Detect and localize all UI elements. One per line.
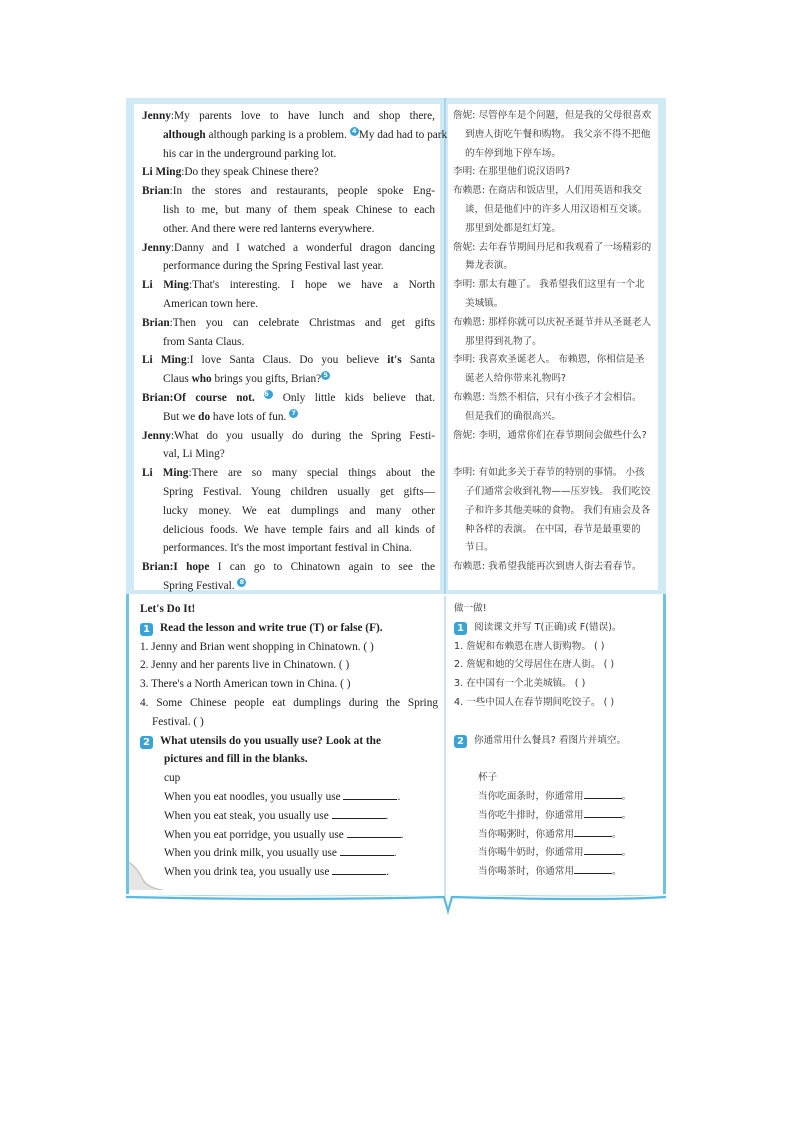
dialogue-line: 李明: 我喜欢圣诞老人。 布赖恩，你相信是圣 — [453, 354, 645, 366]
dialogue-line: But we do have lots of fun. 7 — [142, 408, 435, 427]
speaker-name: Brian — [142, 391, 170, 404]
dialogue-line: val, Li Ming? — [163, 448, 225, 461]
book-bottom-edge — [126, 895, 666, 915]
task-number-badge: 1 — [454, 622, 467, 635]
answer-blank[interactable] — [347, 828, 401, 838]
english-dialogue — [142, 107, 448, 596]
fill-blank-item: 当你喝粥时，你通常用 。 — [478, 828, 622, 840]
dialogue-line: 詹妮: 尽管停车是个问题，但是我的父母很喜欢 — [453, 110, 652, 121]
exercise-item: 1. 詹妮和布赖恩在唐人街购物。 ( ) — [454, 640, 605, 652]
speaker-name: Li Ming — [142, 279, 189, 292]
speaker-name: Jenny — [142, 241, 171, 254]
fill-blank-item: When you eat steak, you usually use . — [164, 809, 389, 822]
speaker-name: Li Ming — [142, 467, 189, 480]
dialogue-line: 种各样的表演。 在中国，春节是最重要的 — [465, 523, 641, 535]
dialogue-line: Jenny:What do you usually do during the Spring Festi- — [142, 429, 435, 442]
dialogue-line: 布赖恩: 那样你就可以庆祝圣诞节并从圣诞老人 — [453, 316, 652, 328]
answer-blank[interactable] — [574, 864, 612, 874]
spacer — [454, 750, 658, 769]
dialogue-line: 那里到处都是红灯笼。 — [465, 222, 561, 234]
dialogue-line: Li Ming:That's interesting. I hope we have a North — [142, 279, 435, 292]
dialogue-line: Li Ming:I love Santa Claus. Do you believe it's Santa — [142, 354, 435, 367]
speaker-name: Brian — [142, 561, 170, 574]
dialogue-line: from Santa Claus. — [163, 335, 245, 348]
answer-blank[interactable] — [584, 789, 622, 799]
exercise-item: 4. 一些中国人在春节期间吃饺子。 ( ) — [454, 696, 615, 708]
dialogue-line: lucky money. We eat dumplings and many other — [163, 504, 435, 517]
dialogue-line: other. And there were red lanterns everywhere. — [163, 222, 375, 235]
dialogue-line: 舞龙表演。 — [465, 260, 513, 272]
fill-blank-item: When you eat porridge, you usually use . — [164, 828, 404, 841]
dialogue-line: Li Ming:There are so many special things about the — [142, 467, 435, 480]
dialogue-line: 詹妮: 去年春节期间丹尼和我观看了一场精彩的 — [453, 241, 652, 253]
speaker-name: Brian — [142, 316, 170, 329]
task-title: pictures and fill in the blanks. — [164, 753, 308, 766]
exercise-item: Festival. ( ) — [152, 715, 204, 728]
note-number-icon: 8 — [237, 578, 246, 587]
note-number-icon: 4 — [350, 127, 359, 136]
task-title: 2 你通常用什么餐具? 看图片并填空。 — [454, 732, 658, 751]
exercise-item: 3. 在中国有一个北美城镇。 ( ) — [454, 678, 586, 690]
dialogue-line: 布赖恩: 在商店和饭店里，人们用英语和我交 — [453, 185, 642, 197]
dialogue-line: 李明: 有如此多关于春节的特别的事情。 小孩 — [453, 467, 645, 479]
speaker-name: Jenny — [142, 429, 171, 442]
dialogue-line: 李明: 那太有趣了。 我希望我们这里有一个北 — [453, 279, 645, 291]
answer-blank[interactable] — [332, 865, 386, 875]
dialogue-line: 美城镇。 — [465, 297, 504, 309]
task-title: 2 What utensils do you usually use? Look at the — [140, 732, 438, 751]
dialogue-line: 诞老人给你带来礼物吗? — [465, 373, 567, 385]
fill-blank-item: 当你吃牛排时，你通常用 。 — [478, 809, 632, 821]
english-exercises — [140, 600, 438, 882]
fill-blank-item: When you eat noodles, you usually use . — [164, 790, 401, 803]
dialogue-line: although although parking is a problem. 4 My dad had to park — [163, 127, 448, 141]
dialogue-line: Spring Festival. Young children usually get gifts— — [163, 485, 435, 498]
exercise-item: 1. Jenny and Brian went shopping in Chinatown. ( ) — [140, 640, 374, 653]
answer-blank[interactable] — [574, 827, 612, 837]
dialogue-line: Jenny:Danny and I watched a wonderful dragon dancing — [142, 241, 435, 254]
dialogue-line: 布赖恩: 当然不相信，只有小孩子才会相信。 — [453, 391, 642, 403]
dialogue-line: 子们通常会收到礼物——压岁钱。 我们吃饺 — [465, 485, 651, 497]
dialogue-line: 詹妮: 李明，通常你们在春节期间会做些什么? — [453, 429, 647, 441]
answer-blank[interactable] — [343, 790, 397, 800]
dialogue-line: lish to me, but many of them speak Chinese to each — [163, 203, 435, 216]
dialogue-line: Brian:I hope I can go to Chinatown again to see the — [142, 561, 435, 574]
fill-blank-item: When you drink tea, you usually use . — [164, 866, 389, 879]
speaker-name: Li Ming — [142, 166, 182, 179]
answer-blank[interactable] — [340, 846, 394, 856]
dialogue-line: 节日。 — [465, 542, 494, 554]
note-number-icon: 5 — [321, 371, 330, 380]
dialogue-line: 那里得到礼物了。 — [465, 335, 542, 347]
highlight-word: although — [163, 128, 206, 141]
section-title: 做一做! — [454, 603, 487, 614]
speaker-name: Brian — [142, 185, 170, 198]
exercise-item: 4. Some Chinese people eat dumplings during the Spring — [140, 696, 438, 709]
dialogue-line: Brian:Of course not. 6 Only little kids believe that. — [142, 390, 436, 404]
dialogue-line: 布赖恩: 我希望我能再次到唐人街去看春节。 — [453, 561, 642, 573]
dialogue-line: Brian:Then you can celebrate Christmas and get gifts — [142, 316, 435, 329]
fill-blank-item: When you drink milk, you usually use . — [164, 847, 397, 860]
dialogue-line: 但是我们的确很高兴。 — [465, 410, 561, 422]
note-number-icon: 7 — [289, 409, 298, 418]
word-bank: cup — [164, 772, 181, 785]
book-spine-lower — [444, 596, 446, 896]
task-title: 1 阅读课文并写 T(正确)或 F(错误)。 — [454, 619, 658, 638]
chinese-exercises — [454, 600, 658, 882]
answer-blank[interactable] — [332, 809, 386, 819]
dialogue-line: Jenny:My parents love to have lunch and shop there, — [142, 110, 435, 122]
exercise-item: 2. 詹妮和她的父母居住在唐人街。 ( ) — [454, 659, 615, 671]
dialogue-line: 李明: 在那里他们说汉语吗? — [453, 166, 570, 178]
speaker-name: Jenny — [142, 110, 171, 122]
dialogue-line: 谈，但是他们中的许多人用汉语相互交谈。 — [465, 203, 648, 215]
answer-blank[interactable] — [584, 808, 622, 818]
dialogue-line: 子和许多其他美味的食物。 我们有庙会及各 — [465, 504, 651, 516]
dialogue-line: delicious foods. We have temple fairs and all kinds of — [163, 523, 435, 536]
dialogue-line: American town here. — [163, 297, 259, 310]
speaker-name: Li Ming — [142, 354, 187, 367]
fill-blank-item: 当你吃面条时，你通常用 。 — [478, 790, 632, 802]
book-spine — [444, 98, 446, 594]
answer-blank[interactable] — [584, 845, 622, 855]
dialogue-line: 的车停到地下停车场。 — [465, 147, 561, 159]
word-bank: 杯子 — [478, 772, 498, 784]
exercise-item: 3. There's a North American town in China. ( ) — [140, 678, 351, 691]
task-number-badge: 2 — [140, 736, 153, 749]
dialogue-line: Spring Festival. 8 — [142, 577, 435, 596]
dialogue-line: performances. It's the most important festival in China. — [163, 542, 412, 555]
task-number-badge: 2 — [454, 735, 467, 748]
task-title: 1 Read the lesson and write true (T) or false (F). — [140, 619, 438, 638]
chinese-dialogue — [453, 107, 655, 577]
dialogue-line: Claus who brings you gifts, Brian? 5 — [142, 370, 435, 389]
dialogue-line: Brian:In the stores and restaurants, people spoke Eng- — [142, 185, 435, 198]
exercise-item: 2. Jenny and her parents live in Chinatown. ( ) — [140, 659, 350, 672]
dialogue-line: 到唐人街吃午餐和购物。 我父亲不得不把他 — [465, 128, 651, 140]
note-number-icon: 6 — [264, 390, 273, 399]
section-title: Let's Do It! — [140, 603, 196, 615]
fill-blank-item: 当你喝茶时，你通常用 。 — [478, 866, 622, 878]
dialogue-line: performance during the Spring Festival last year. — [163, 260, 384, 273]
task-number-badge: 1 — [140, 623, 153, 636]
fill-blank-item: 当你喝牛奶时，你通常用 。 — [478, 847, 632, 859]
dialogue-line: his car in the underground parking lot. — [163, 147, 337, 160]
dialogue-line: Li Ming:Do they speak Chinese there? — [142, 166, 319, 179]
spacer — [454, 713, 658, 732]
spacer — [453, 445, 655, 464]
